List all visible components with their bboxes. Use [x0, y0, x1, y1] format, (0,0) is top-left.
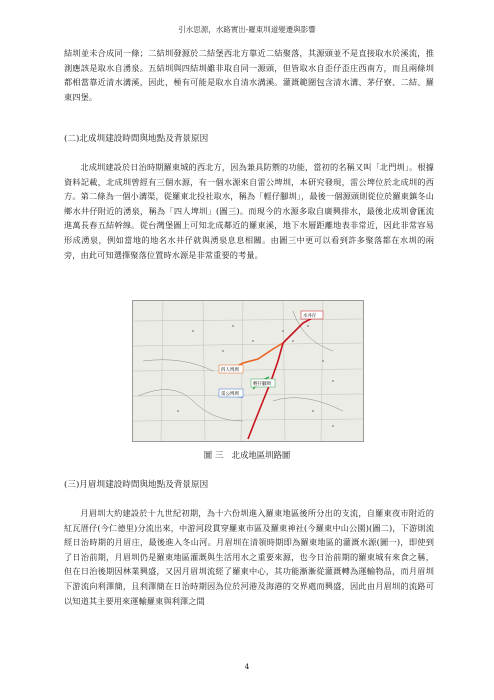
section-heading-yuemei: (三)月眉圳建設時間與地點及背景原因: [64, 480, 209, 490]
figure-map: [132, 300, 364, 442]
running-header: 引水思源，水路實出-羅東圳道變遷與影響: [178, 25, 316, 34]
section-heading-beicheng: (二)北成圳建設時間與地點及背景原因: [64, 134, 209, 144]
paragraph-intro: 結圳並未合成同一條；二結圳發源於二結堡西北方靠近二結聚落，其源頭並不是直接取水於溪流，推測應該是取水自湧泉。五結圳與四結圳雖非取自同一源頭，但皆取水自歪仔歪庄西南方，而且兩條圳都相當靠近清水溝溪，因此，極有可能是取水自清水溝溪。灌溉範圍包含清水溝、茅仔寮、二結、羅東四堡。: [64, 48, 434, 102]
paragraph-yuemei: 月眉圳大約建設於十九世紀初期，為十六份圳進入羅東地區後所分出的支流，自羅東夜市附近的紅瓦厝仔(今仁德里)分流出來，中游河段貫穿羅東市區及羅東神社(今羅東中山公園)(圖二)，下游則流經日治時期的月眉庄，最後進入冬山河。月眉圳在清領時期即為羅東地區的灌溉水源(圖一)，即使到了日治前期，月眉圳仍是羅東地區灌溉與生活用水之重要來源，也今日治前期的羅東城有來食之稱，但在日治後期因林業興盛，又因月眉圳流經了羅東中心，其功能漸漸從灌溉轉為運輸物品，而月眉圳下游流向利澤簡，且利澤簡在日治時期因為位於河港及海港的交界處而興盛，因此由月眉圳的流路可以知道其主要用來運輸羅東與利澤之間: [64, 508, 434, 606]
map-graphic: [133, 301, 363, 441]
map-label-sirenpi: 四人埤圳: [221, 368, 239, 373]
paragraph-beicheng: 北成圳建設於日治時期羅東城的西北方，因為兼具防禦的功能，當初的名稱又叫「北門圳」。根據資料記載，北成圳曾經有三個水源，有一個水源來自雷公埤圳，本研究發現，雷公埤位於北成圳的西方。第二條為一個小溝渠，從羅東北投社取水，稱為「輕仔腳圳」，最後一個源頭則從位於羅東鎮冬山鄉水井仔附近的湧泉，稱為「四人埤圳」(圖三)。而現今的水源多取自廣興排水，最後北成圳會匯流進萬長春五結幹線。從台灣堡圖上可知北成鄰近的羅東溪，地下水層距離地表非常近，因此非常容易形成湧泉，例如當地的地名水井仔就與湧泉息息相關。由圖三中更可以看到許多聚落都在水圳的兩旁，由此可知選擇聚落位置時水源是非常重要的考量。: [64, 162, 434, 260]
map-label-leigongpi: 雷公埤圳: [221, 392, 239, 397]
page-number: 4: [244, 662, 250, 671]
figure-caption: 圖 三 北成地區圳路圖: [203, 450, 291, 460]
map-label-top-right: 水井仔: [303, 314, 317, 319]
map-label-qingzijiao: 輕仔腳圳: [253, 382, 271, 387]
